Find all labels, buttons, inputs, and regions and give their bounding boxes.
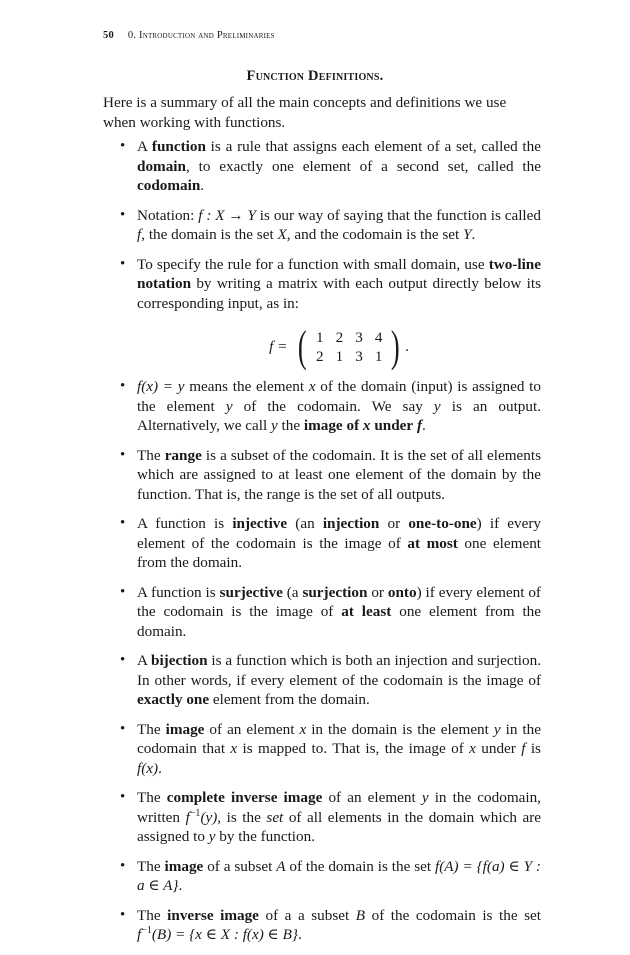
text: (a (282, 583, 303, 601)
list-item-image-of (120, 377, 541, 436)
bullet-icon: • (120, 720, 126, 737)
text: or (367, 583, 388, 601)
list-item-function (120, 137, 541, 196)
text: is a rule that assigns each element of a set, called the (205, 138, 541, 155)
text: by the function. (215, 828, 316, 845)
math: f (185, 808, 190, 826)
text: in the codomain that (137, 720, 541, 757)
text: is a function which is both an injection and surjection. In other words, if every element of the codomain is the image of (137, 652, 541, 689)
bullet-icon: • (120, 789, 126, 805)
page-number: 50 (103, 30, 114, 41)
text: The (137, 789, 167, 806)
bullet-icon: • (120, 906, 126, 923)
text: . (200, 177, 205, 194)
text: . (422, 417, 426, 434)
term-function: function (151, 138, 206, 155)
text: The (137, 720, 166, 738)
list-item-complete-inverse-image (120, 788, 541, 847)
math: x (308, 378, 316, 395)
left-paren-icon: ( (298, 322, 308, 371)
emphasis: set (266, 808, 284, 826)
matrix-cell: 2 (335, 329, 344, 346)
math: f(x) = y (137, 378, 185, 395)
list-item-notation (120, 206, 541, 245)
term-inverse-image: inverse image (167, 906, 259, 924)
text: (an (287, 515, 323, 532)
math: f(x) (137, 759, 159, 777)
math: x (362, 417, 371, 434)
math: X (277, 226, 287, 243)
text: of the codomain. We say (232, 397, 434, 415)
text: of all elements in the domain which are assigned to (137, 808, 541, 845)
bullet-icon: • (120, 515, 126, 531)
text: ) if every element of the codomain is the image of (137, 515, 542, 552)
text: of an element (204, 720, 300, 738)
text: . (178, 877, 183, 894)
text: is mapped to. That is, the image of (237, 740, 470, 757)
text: , the domain is the set (141, 226, 278, 243)
term-bijection: bijection (151, 652, 208, 669)
bullet-icon: • (120, 857, 126, 874)
text: of the domain is the set (285, 857, 435, 875)
math: A (276, 857, 286, 875)
definition-list (120, 137, 541, 955)
matrix-cell: 4 (374, 329, 383, 346)
term-surjection: surjection (302, 583, 368, 601)
text: of the domain (input) is assigned to the element (137, 378, 541, 415)
term-under: under (374, 417, 414, 434)
math: f (521, 740, 526, 757)
matrix-cell: 3 (355, 348, 363, 365)
term-complete-inverse-image: complete inverse image (166, 789, 323, 806)
math: f (416, 417, 422, 434)
math: f(A) = {f(a) ∈ Y : a ∈ A} (137, 857, 541, 894)
list-item-range (120, 446, 541, 505)
term-surjective: surjective (219, 583, 283, 601)
term-domain: domain (137, 157, 186, 175)
list-item-two-line-notation (120, 255, 541, 371)
text: , is the (217, 808, 267, 826)
right-paren-icon: ) (391, 322, 401, 371)
text: A function is (137, 515, 233, 532)
matrix-lhs: f = (269, 338, 288, 356)
math: f (137, 926, 142, 943)
text: A function is (137, 583, 220, 601)
math: y (225, 397, 233, 415)
superscript: −1 (189, 807, 201, 819)
list-item-injective (120, 514, 541, 573)
math: f (137, 226, 142, 243)
text: element from the domain. (209, 691, 370, 708)
text: . (471, 226, 476, 243)
text: one element from the domain. (137, 603, 541, 640)
math: x (230, 740, 238, 757)
matrix-cell: 1 (335, 348, 344, 365)
text: by writing a matrix with each output directly below its corresponding input, as in: (137, 275, 541, 312)
matrix-cell: 3 (355, 329, 363, 346)
term-image: image (165, 720, 205, 738)
term-image-of: image of (303, 417, 360, 434)
math: x (299, 720, 307, 738)
text: is an output. Alternatively, we call (137, 397, 542, 434)
superscript: −1 (141, 924, 152, 936)
text: is a subset of the codomain. It is the set of all elements which are assigned to at least one element of the domain by the function. That is, the range is the set of all outputs. (137, 446, 541, 503)
text: in the domain is the element (306, 720, 494, 738)
list-item-image-element (120, 720, 541, 779)
math: y (493, 720, 501, 738)
term-one-to-one: one-to-one (408, 515, 477, 532)
text: A (137, 138, 152, 155)
text: The (137, 446, 165, 464)
term-at-most: at most (407, 534, 458, 552)
math: B (355, 906, 366, 924)
math: f : X → Y (198, 206, 256, 224)
bullet-icon: • (120, 652, 126, 668)
text: of the codomain is the set (365, 906, 541, 924)
bullet-icon: • (120, 255, 126, 272)
math: (y) (200, 808, 218, 826)
text: of an element (322, 789, 422, 806)
term-range: range (164, 446, 202, 464)
bullet-icon: • (120, 206, 126, 223)
term-image: image (164, 857, 204, 875)
bullet-icon: • (120, 446, 126, 463)
math: y (208, 828, 216, 845)
math: y (421, 789, 429, 806)
list-item-image-subset (120, 857, 541, 896)
text: of a subset (203, 857, 277, 875)
two-line-matrix (137, 322, 541, 371)
text: ) if every element of the codomain is the image of (137, 583, 541, 620)
term-injection: injection (322, 515, 380, 532)
list-item-bijection (120, 651, 541, 710)
text: the (277, 417, 304, 434)
text: is our way of saying that the function is called (255, 206, 541, 224)
term-two-line-notation: two-line notation (137, 255, 541, 292)
text: To specify the rule for a function with small domain, use (137, 255, 489, 273)
section-title: Function Definitions. (246, 68, 384, 84)
term-onto: onto (387, 583, 417, 601)
text: in the codomain, written (137, 789, 541, 826)
math: y (433, 397, 441, 415)
term-injective: injective (232, 515, 288, 532)
list-item-surjective (120, 583, 541, 642)
text: A (137, 652, 151, 669)
math: y (270, 417, 278, 434)
text: under (475, 740, 522, 757)
math: Y (463, 226, 472, 243)
matrix-table (310, 328, 388, 366)
bullet-icon: • (120, 378, 126, 394)
text: , and the codomain is the set (286, 226, 464, 243)
math: (B) = {x ∈ X : f(x) ∈ B} (151, 926, 298, 943)
term-exactly-one: exactly one (137, 691, 210, 708)
matrix-cell: 1 (374, 348, 383, 365)
text: The (137, 906, 168, 924)
matrix-period: . (405, 338, 409, 356)
term-at-least: at least (341, 603, 392, 620)
text: . (158, 759, 162, 777)
math: x (469, 740, 476, 757)
list-item-inverse-image (120, 906, 541, 945)
text: means the element (184, 378, 309, 395)
matrix-bottom-row (310, 347, 388, 366)
text: one element from the domain. (137, 534, 542, 571)
text: or (379, 515, 409, 532)
text: Notation: (137, 206, 199, 224)
text: , to exactly one element of a second set, called the (185, 157, 541, 175)
intro-paragraph: Here is a summary of all the main concepts and definitions we use when working with functions. (103, 94, 507, 131)
running-title: 0. Introduction and Preliminaries (127, 30, 275, 41)
term-codomain: codomain (137, 177, 201, 194)
matrix-top-row (310, 328, 388, 347)
matrix-cell: 2 (316, 348, 324, 365)
text: . (297, 926, 302, 943)
text: is (525, 740, 541, 757)
running-header (103, 30, 275, 41)
matrix-cell: 1 (316, 329, 324, 346)
text: of a a subset (258, 906, 356, 924)
bullet-icon: • (120, 583, 126, 600)
bullet-icon: • (120, 138, 126, 154)
text: The (137, 857, 165, 875)
